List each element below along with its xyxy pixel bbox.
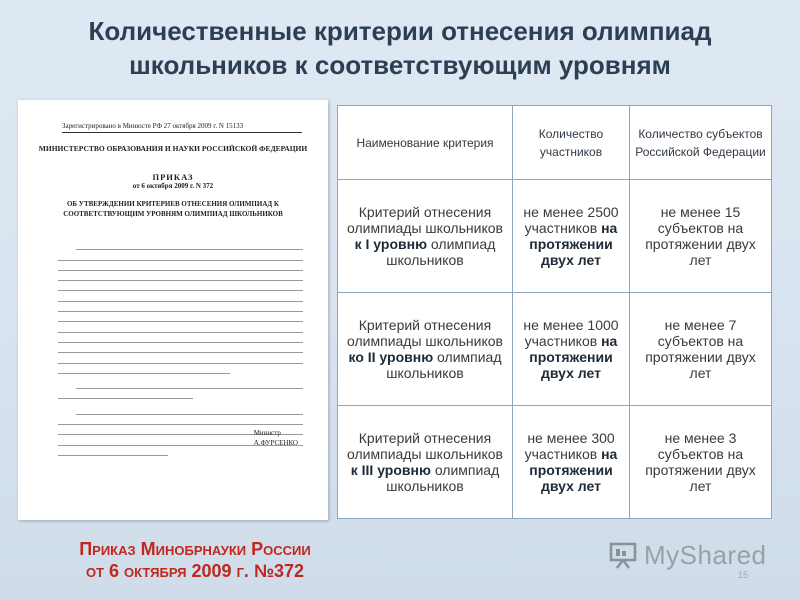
participants-period: на протяжении двух лет [529,446,618,494]
slide-title-line-1: Количественные критерии отнесения олимпиад [88,16,712,46]
order-body-text [58,240,303,456]
table-header-row [338,106,772,180]
criterion-level: к III уровню [350,462,431,478]
criterion-cell [338,180,513,293]
participants-cell [513,293,630,406]
order-label: ПРИКАЗ [152,172,194,182]
logo-text: MyShared [644,539,767,570]
participants-text: не менее 2500 участников [523,204,619,236]
criteria-table [337,105,772,519]
registration-divider [62,132,302,133]
participants-period: на протяжении двух лет [529,220,618,268]
order-date: от 6 октября 2009 г. N 372 [132,182,214,190]
slide-title-line-2: школьников к соответствующим уровням [129,50,671,80]
order-caption-line-1: Приказ Минобрнауки России [79,539,311,559]
criterion-suffix: олимпиад школьников [386,236,496,268]
registration-note: Зарегистрировано в Минюсте РФ 27 октября 2009 г. N 15133 [62,122,244,130]
presentation-board-icon [608,540,638,570]
signature-title: Министр [253,429,281,437]
participants-text: не менее 1000 участников [523,317,619,349]
ministry-name: МИНИСТЕРСТВО ОБРАЗОВАНИЯ И НАУКИ РОССИЙСКОЙ ФЕДЕРАЦИИ [38,144,308,153]
criterion-text: Критерий отнесения олимпиады школьников [347,317,503,349]
order-caption [40,538,350,582]
criterion-suffix: олимпиад школьников [386,349,502,381]
criterion-cell [338,406,513,519]
signature-name: А.ФУРСЕНКО [253,439,298,447]
criterion-level: к I уровню [354,236,428,252]
table-row [338,180,772,293]
header-criterion: Наименование критерия [338,106,513,180]
order-caption-line-2: от 6 октября 2009 г. №372 [85,561,305,581]
myshared-logo[interactable] [608,538,767,572]
slide-number: 15 [738,570,749,580]
participants-text: не менее 300 участников [524,430,615,462]
criterion-text: Критерий отнесения олимпиады школьников [347,430,503,462]
slide-title [0,14,800,82]
header-regions: Количество субъектов Российской Федерации [630,106,772,180]
participants-cell [513,406,630,519]
criterion-suffix: олимпиад школьников [386,462,500,494]
regions-cell: не менее 7 субъектов на протяжении двух лет [630,293,772,406]
regions-cell: не менее 15 субъектов на протяжении двух лет [630,180,772,293]
criterion-level: ко II уровню [348,349,434,365]
order-document-image [18,100,328,520]
order-heading: ОБ УТВЕРЖДЕНИИ КРИТЕРИЕВ ОТНЕСЕНИЯ ОЛИМПИАД К СООТВЕТСТВУЮЩИМ УРОВНЯМ ОЛИМПИАД ШКОЛЬНИКОВ [63,200,283,218]
regions-cell: не менее 3 субъектов на протяжении двух лет [630,406,772,519]
table-row [338,406,772,519]
criterion-cell [338,293,513,406]
table-row [338,293,772,406]
criterion-text: Критерий отнесения олимпиады школьников [347,204,503,236]
participants-cell [513,180,630,293]
header-participants: Количество участников [513,106,630,180]
participants-period: на протяжении двух лет [529,333,618,381]
signature-block [254,428,298,448]
